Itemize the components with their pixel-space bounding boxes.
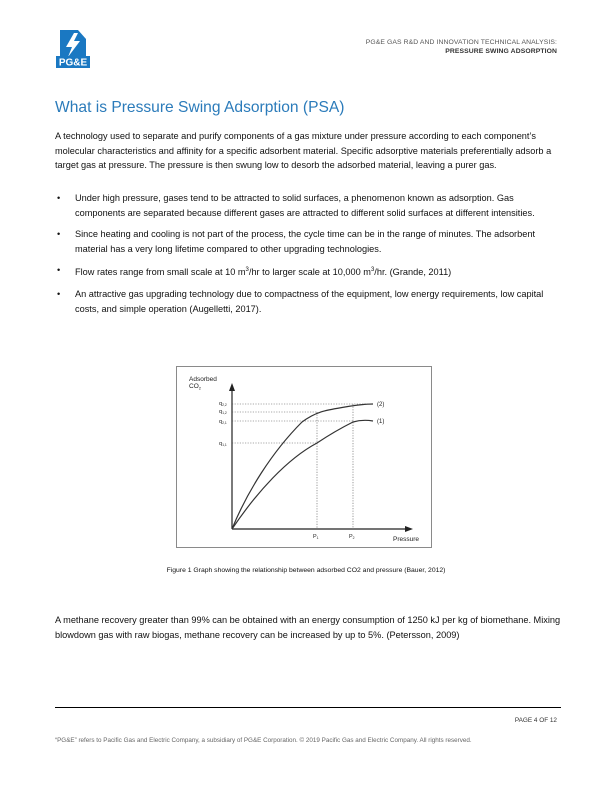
y-axis-label-co2: $CO_2$ bbox=[189, 383, 201, 391]
curve-label-2: (2) bbox=[377, 402, 385, 408]
y-axis-arrow-icon bbox=[229, 383, 235, 391]
footer-note: “PG&E” refers to Pacific Gas and Electric Company, a subsidiary of PG&E Corporation. © 2019 Pacific Gas and Electric Company. All rights reserved. bbox=[55, 737, 472, 744]
page-number: PAGE 4 OF 12 bbox=[514, 717, 557, 724]
bullet-item bbox=[55, 287, 561, 316]
bullet-text: Since heating and cooling is not part of the process, the cycle time can be in the range of minutes. The adsorbent material has a very long lifetime compared to other upgrading technologies. bbox=[75, 229, 535, 254]
bullet-dot-icon: • bbox=[57, 265, 61, 276]
q-label: $q_{1,1}$ bbox=[219, 441, 227, 448]
adsorption-isotherm-figure bbox=[176, 366, 432, 548]
bullet-dot-icon: • bbox=[57, 229, 61, 240]
bullet-dot-icon: • bbox=[57, 289, 61, 300]
q-label: $q_{2,2}$ bbox=[219, 401, 227, 408]
q-label: $q_{1,2}$ bbox=[219, 409, 227, 416]
closing-paragraph: A methane recovery greater than 99% can be obtained with an energy consumption of 1250 kJ per kg of biomethane. Mixing blowdown gas with raw biogas, methane recovery can be increased by up to 5%. (Petersson, 2009) bbox=[55, 615, 561, 640]
intro-paragraph: A technology used to separate and purify components of a gas mixture under pressure according to each component’s molecular characteristics and affinity for a specific adsorbent material. Specific adsorptive materials preferentially adsorb a target gas at pressure. The pressure is then swung low to desorb the adsorbed material, leaving a purer gas. bbox=[55, 131, 552, 171]
curve-label-1: (1) bbox=[377, 419, 385, 425]
logo-text: PG&E bbox=[58, 57, 88, 69]
x-axis-arrow-icon bbox=[405, 526, 413, 532]
section-title: What is Pressure Swing Adsorption (PSA) bbox=[55, 99, 345, 116]
footer-divider bbox=[55, 707, 561, 708]
bullet-dot-icon: • bbox=[57, 193, 61, 203]
header-line-1: PG&E GAS R&D AND INNOVATION TECHNICAL ANALYSIS: bbox=[365, 39, 557, 46]
pge-logo bbox=[56, 30, 90, 70]
document-header bbox=[366, 38, 557, 56]
bullet-list bbox=[55, 191, 561, 323]
bullet-item bbox=[55, 263, 561, 280]
bullet-item bbox=[55, 227, 561, 256]
x-axis-label: Pressure bbox=[393, 536, 420, 543]
bullet-text: An attractive gas upgrading technology due to compactness of the equipment, low energy requirements, low capital costs, and simple operation (Augelletti, 2017). bbox=[75, 289, 544, 314]
isotherm-curve-1 bbox=[232, 420, 373, 529]
bullet-text: Under high pressure, gases tend to be attracted to solid surfaces, a phenomenon known as adsorption. Gas components are separated because different gases are attracted to different solid surfaces at different intensities. bbox=[75, 193, 535, 218]
y-axis-label: Adsorbed bbox=[189, 376, 217, 383]
bullet-item bbox=[55, 191, 561, 220]
header-line-2: PRESSURE SWING ADSORPTION bbox=[445, 48, 557, 55]
p-label: $P_1$ bbox=[313, 534, 319, 541]
q-label: $q_{2,1}$ bbox=[219, 419, 227, 426]
bullet-text: Flow rates range from small scale at 10 $m^3/hr$ to larger scale at 10,000 $m^3/hr$. (Grande, 2011) bbox=[75, 267, 452, 278]
p-label: $P_2$ bbox=[349, 534, 355, 541]
figure-caption: Figure 1 Graph showing the relationship between adsorbed CO2 and pressure (Bauer, 2012) bbox=[166, 567, 446, 574]
